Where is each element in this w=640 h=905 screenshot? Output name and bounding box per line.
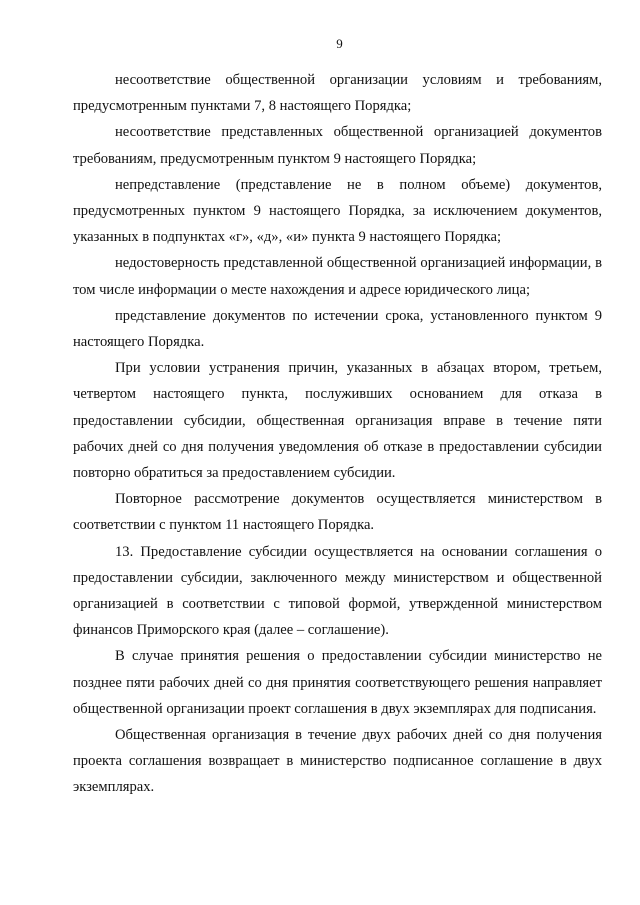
- paragraph: несоответствие общественной организации условиям и требованиям, предусмотренным пунктами 7, 8 настоящего Порядка;: [73, 72, 602, 115]
- paragraph: непредставление (представление не в полном объеме) документов, предусмотренных пунктом 9 настоящего Порядка, за исключением документов, указанных в подпунктах «г», «д», «и» пункта 9 настоящего Порядка;: [73, 176, 602, 246]
- paragraph: несоответствие представленных общественной организацией документов требованиям, предусмотренным пунктом 9 настоящего Порядка;: [73, 124, 602, 167]
- paragraph: В случае принятия решения о предоставлении субсидии министерство не позднее пяти рабочих дней со дня принятия соответствующего решения направляет общественной организации проект соглашения в двух экземплярах для подписания.: [73, 648, 602, 717]
- paragraph: 13. Предоставление субсидии осуществляется на основании соглашения о предоставлении субсидии, заключенного между министерством и общественной организацией в соответствии с типовой формой, утвержденной министерством финансов Приморского края (далее – соглашение).: [73, 543, 602, 639]
- document-body: [73, 67, 602, 801]
- paragraph: представление документов по истечении срока, установленного пунктом 9 настоящего Порядка.: [73, 307, 602, 351]
- paragraph: Общественная организация в течение двух рабочих дней со дня получения проекта соглашения возвращает в министерство подписанное соглашение в двух экземплярах.: [73, 727, 602, 796]
- paragraph: Повторное рассмотрение документов осуществляется министерством в соответствии с пунктом 11 настоящего Порядка.: [73, 491, 602, 534]
- page-number: 9: [336, 36, 343, 51]
- paragraph: недостоверность представленной общественной организацией информации, в том числе информации о месте нахождения и адресе юридического лица;: [73, 255, 602, 298]
- paragraph: При условии устранения причин, указанных в абзацах втором, третьем, четвертом настоящего пункта, послуживших основанием для отказа в предоставлении субсидии, общественная организация вправе в течение пяти рабочих дней со дня получения уведомления об отказе в предоставлении субсидии повторно обратиться за предоставлением субсидии.: [73, 360, 602, 482]
